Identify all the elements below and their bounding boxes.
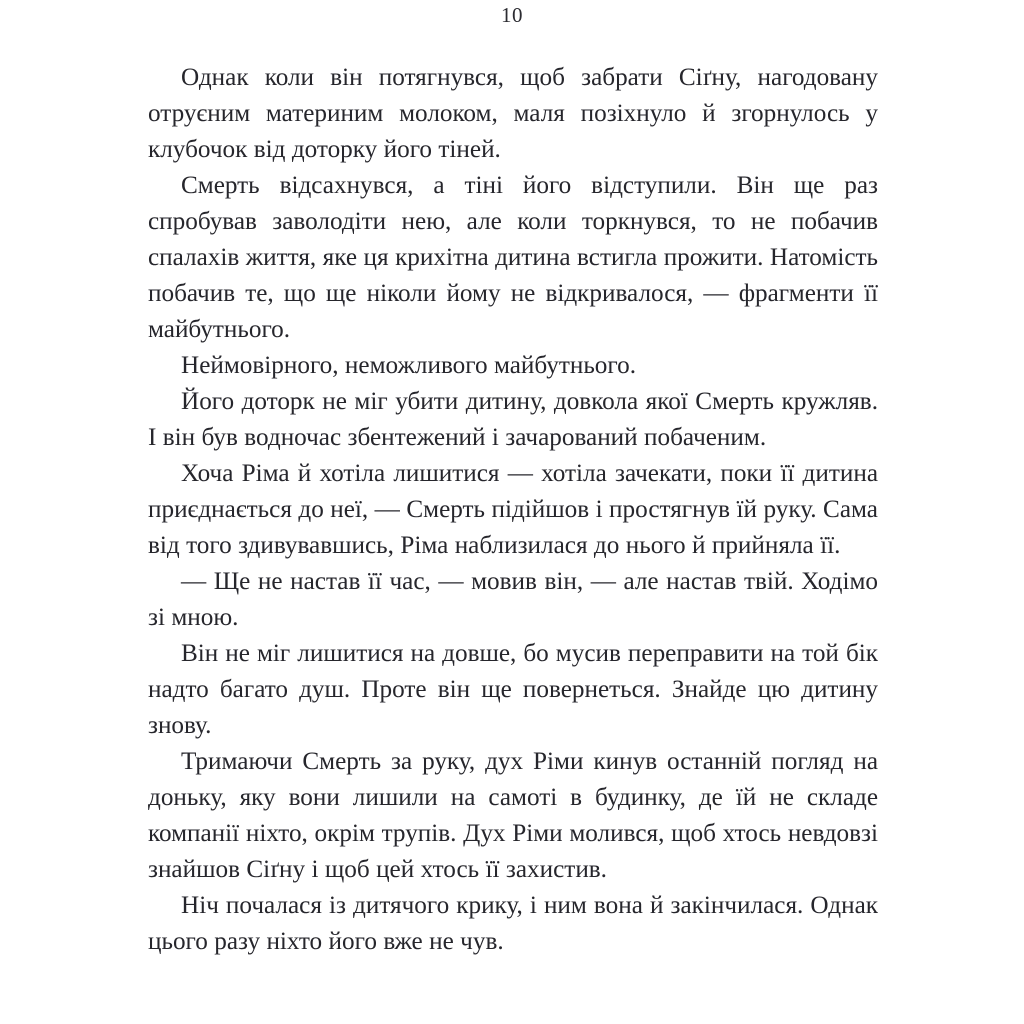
dialogue-paragraph: — Ще не настав її час, — мовив він, — але настав твій. Ходімо зі мною. xyxy=(148,568,878,631)
paragraph: Смерть відсахнувся, а тіні його відступили. Він ще раз спробував заволодіти нею, але коли торкнувся, то не побачив спалахів життя, яке ця крихітна дитина встигла прожити. Натомість побачив те, що ще ніколи йому не відкривалося, — фрагменти її майбутнього. xyxy=(148,172,878,343)
body-text-block xyxy=(148,60,878,960)
paragraph: Його доторк не міг убити дитину, довкола якої Смерть кружляв. І він був водночас збентежений і зачарований побаченим. xyxy=(148,388,878,451)
paragraph: Тримаючи Смерть за руку, дух Ріми кинув останній погляд на доньку, яку вони лишили на самоті в будинку, де їй не складе компанії ніхто, окрім трупів. Дух Ріми молився, щоб хтось невдовзі знайшов Сіґну і щоб цей хтось її захистив. xyxy=(148,748,878,883)
paragraph: Він не міг лишитися на довше, бо мусив переправити на той бік надто багато душ. Проте він ще повернеться. Знайде цю дитину знову. xyxy=(148,640,878,739)
paragraph: Хоча Ріма й хотіла лишитися — хотіла зачекати, поки її дитина приєднається до неї, — Смерть підійшов і простягнув їй руку. Сама від того здивувавшись, Ріма наблизилася до нього й прийняла її. xyxy=(148,460,878,559)
paragraph: Однак коли він потягнувся, щоб забрати Сіґну, нагодовану отруєним материним молоком, маля позіхнуло й згорнулось у клубочок від доторку його тіней. xyxy=(148,64,878,163)
page-number: 10 xyxy=(501,3,523,27)
paragraph: Ніч почалася із дитячого крику, і ним вона й закінчилася. Однак цього разу ніхто його вже не чув. xyxy=(148,892,878,955)
paragraph: Неймовірного, неможливого майбутнього. xyxy=(181,352,636,379)
